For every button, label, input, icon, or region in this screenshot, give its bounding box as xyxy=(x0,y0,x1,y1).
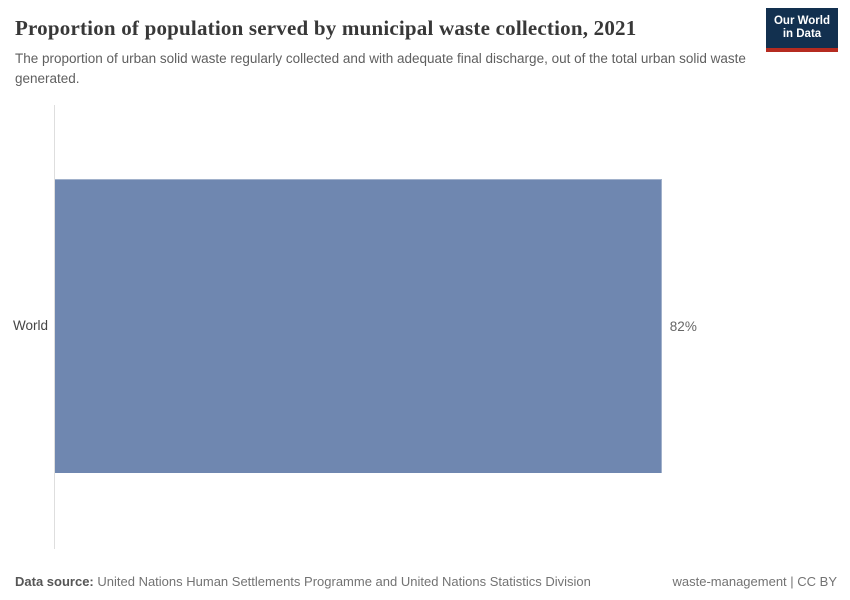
logo-text-line1: Our World xyxy=(773,15,830,27)
chart-footer xyxy=(15,574,837,589)
category-label-world: World xyxy=(12,318,48,333)
value-label: 82% xyxy=(669,318,697,334)
bar-chart xyxy=(0,105,850,550)
license-link[interactable]: waste-management | CC BY xyxy=(672,574,837,589)
bar-world[interactable] xyxy=(55,179,662,473)
chart-subtitle: The proportion of urban solid waste regularly collected and with adequate final discharge, out of the total urban solid waste generated. xyxy=(15,51,746,86)
owid-logo[interactable] xyxy=(766,8,838,52)
data-source-note xyxy=(15,574,591,589)
bar-row xyxy=(55,179,850,473)
data-source-value: United Nations Human Settlements Programme and United Nations Statistics Division xyxy=(97,574,591,589)
data-source-label: Data source: xyxy=(15,574,94,589)
logo-text-line2: in Data xyxy=(782,28,822,40)
page-title: Proportion of population served by municipal waste collection, 2021 xyxy=(15,16,637,40)
